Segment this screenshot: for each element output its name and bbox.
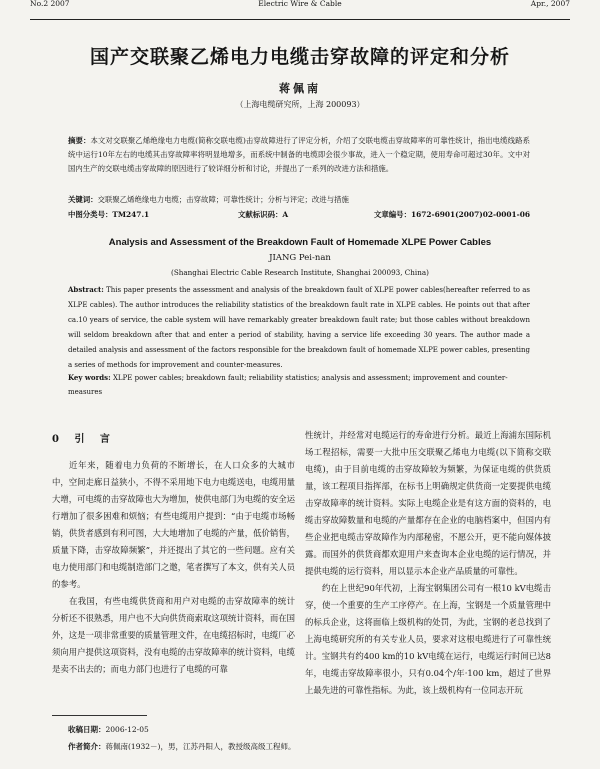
received-value: 2006-12-05 xyxy=(105,725,149,734)
bio-label: 作者简介： xyxy=(68,742,106,751)
section-heading-intro: 0 引 言 xyxy=(52,434,116,445)
english-keywords-text: XLPE power cables; breakdown fault; reliability statistics; analysis and assessment; improvement and counter-measures xyxy=(68,374,508,396)
header-journal: Electric Wire & Cable xyxy=(258,0,342,8)
abstract-zh xyxy=(68,134,530,176)
right-paragraph-1: 性统计，并经常对电缆运行的寿命进行分析。最近上海浦东国际机场工程招标，需要一大批中压交联聚乙烯电力电缆(以下简称交联电缆)，由于目前电缆的击穿故障较为频繁，为保证电缆的供货质量，该工程项目指挥部，在标书上明确规定供货商一定要提供电缆击穿故障率的统计资料。实际上电缆企业是有这方面的资料的，电缆击穿故障数量和电缆的产量都存在企业的电脑档案中，但国内有些企业把电缆击穿故障作为内部秘密，不愿公开，更不能向媒体披露。而国外的供货商都欢迎用户来查询本企业电缆的运行情况，并提供电缆的运行资料，用以显示本企业产品质量的可靠性。 xyxy=(305,430,551,576)
abstract-zh-text: 本文对交联聚乙烯绝缘电力电缆(简称交联电缆)击穿故障进行了评定分析，介绍了交联电缆击穿故障率的可靠性统计，指出电缆线路系统中运行10年左右的电缆其击穿故障率将明显地增多，而系统中制备的电缆即会很少事故，进入一个稳定期，使用寿命可超过30年。文中对国内生产的交联电缆击穿故障的原因进行了较详细分析和讨论，并提出了一系列的改进方法和措施。 xyxy=(68,136,530,173)
footnotes xyxy=(68,721,298,755)
author-bio xyxy=(68,738,298,755)
english-title: Analysis and Assessment of the Breakdown Fault of Homemade XLPE Power Cables xyxy=(108,237,492,248)
header-issue: No.2 2007 xyxy=(30,0,70,8)
abstract-zh-label: 摘要： xyxy=(68,136,91,145)
header-date: Apr., 2007 xyxy=(530,0,570,8)
document-code: 文献标识码：A xyxy=(238,210,289,219)
header-rule xyxy=(30,19,570,20)
bio-value: 蒋佩南(1932－)，男，江苏丹阳人，教授级高级工程师。 xyxy=(105,742,296,751)
received-date xyxy=(68,721,298,738)
right-paragraph-2: 约在上世纪90年代初，上海宝钢集团公司有一根10 kV电缆击穿，使一个重要的生产工序停产。在上海，宝钢是一个质量管理中的标兵企业，这将面临上级机构的处罚，为此，宝钢的老总找到了上海电缆研究所的有关专业人员，要求对这根电缆进行了可靠性统计。宝钢共有约400 km的10 kV电缆在运行，电缆运行时间已达8年，电缆击穿故障率很小，只有0.04个/年·100 km，超过了世界上最先进的可靠性指标。为此，该上级机构有一位同志开玩 xyxy=(305,583,551,695)
paper-author: 蒋佩南 xyxy=(279,82,321,95)
english-author: JIANG Pei-nan xyxy=(269,253,331,263)
footnote-rule xyxy=(52,715,147,716)
english-abstract-text: This paper presents the assessment and analysis of the breakdown fault of XLPE power cables(hereafter referred to as XLPE cables). The author introduces the reliability statistics of the breakdown fault rate in XLPE cables. He points out that after ca.10 years of service, the cable system will have remarkably greater breakdown fault rate; but those cables without breakdown will seldom breakdown after that and enter a period of stability, having a service life exceeding 30 years. The author made a detailed analysis and assessment of the factors responsible for the breakdown fault of homemade XLPE power cables, presenting a series of methods for improvement and counter-measures. xyxy=(68,286,530,369)
left-paragraph-2: 在我国，有些电缆供货商和用户对电缆的击穿故障率的统计分析还不很熟悉，用户也不大向供货商索取这项统计资料，而在国外，这是一项非常重要的质量管理文件，在电缆招标时，电缆厂必须向用户提供这项资料，没有电缆的击穿故障率的统计资料，电缆是卖不出去的；而电力部门也进行了电缆的可靠 xyxy=(52,596,295,674)
english-abstract-label: Abstract: xyxy=(68,285,104,294)
left-paragraph-1: 近年来，随着电力负荷的不断增长，在人口众多的大城市中，空间走廊日益狭小，不得不采用地下电力电缆送电，电缆用量大增，可电缆的击穿故障也大为增加，使供电部门为电缆的安全运行增加了很多困难和烦恼；有些电缆用户提到：“由于电缆市场畅销，供货者感到有利可图，大大地增加了电缆的产量，低价销售，质量下降，击穿故障频繁”，并还提出了其它的一些问题。应有关电力使用部门和电缆制造部门之邀，笔者撰写了本文，供有关人员的参考。 xyxy=(52,460,295,589)
paper-title: 国产交联聚乙烯电力电缆击穿故障的评定和分析 xyxy=(89,46,510,68)
english-affiliation: (Shanghai Electric Cable Research Institute, Shanghai 200093, China) xyxy=(171,268,429,277)
clc-number: 中图分类号：TM247.1 xyxy=(68,210,150,219)
paper-affiliation: （上海电缆研究所，上海 200093） xyxy=(235,100,365,109)
keywords-zh-label: 关键词： xyxy=(68,195,98,204)
article-number: 文章编号：1672-6901(2007)02-0001-06 xyxy=(374,210,530,219)
left-column xyxy=(52,457,295,678)
received-label: 收稿日期： xyxy=(68,725,106,734)
english-abstract xyxy=(68,282,530,373)
english-keywords-label: Key words: xyxy=(68,373,111,382)
keywords-zh xyxy=(68,194,530,205)
running-header xyxy=(30,0,570,20)
keywords-zh-text: 交联聚乙烯绝缘电力电缆；击穿故障；可靠性统计；分析与评定；改进与措施 xyxy=(97,195,349,204)
english-keywords xyxy=(68,371,530,399)
right-column xyxy=(305,427,551,699)
